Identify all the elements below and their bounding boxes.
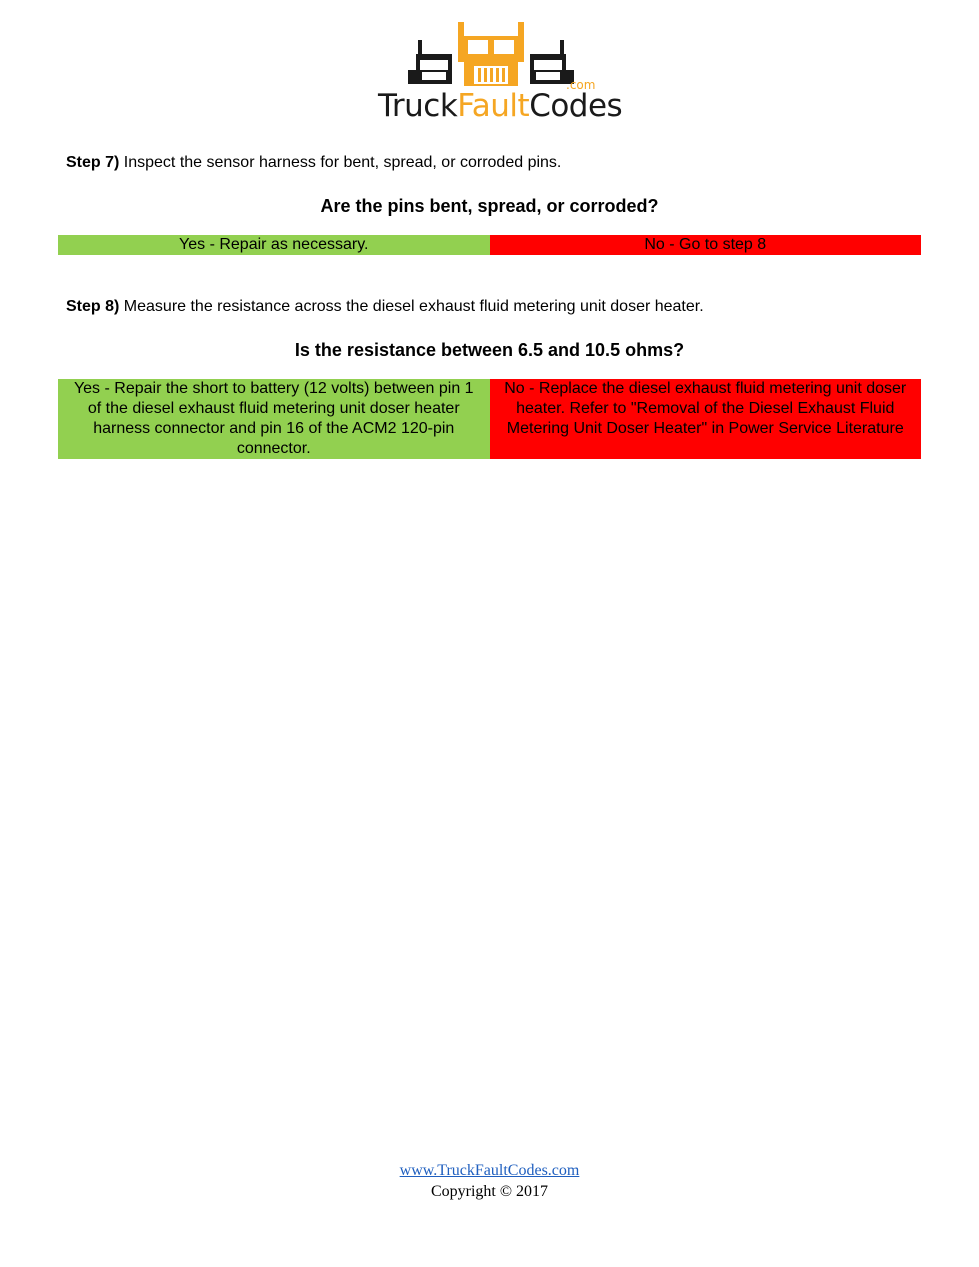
step-8-text: Measure the resistance across the diesel exhaust fluid metering unit doser heater. <box>119 298 704 315</box>
logo-word-truck: Truck <box>378 88 458 124</box>
step-8-answers <box>58 379 921 459</box>
step-7-answers <box>58 235 921 255</box>
logo-word-fault: Fault <box>457 88 530 124</box>
logo-com-suffix: .com <box>566 78 596 92</box>
logo-word-codes: Codes <box>529 88 623 124</box>
step-7-question: Are the pins bent, spread, or corroded? <box>320 196 659 216</box>
step-7-text: Inspect the sensor harness for bent, spread, or corroded pins. <box>119 154 562 171</box>
step-7-yes-answer: Yes - Repair as necessary. <box>58 235 490 255</box>
step-7-no-answer: No - Go to step 8 <box>490 235 922 255</box>
step-8-yes-answer: Yes - Repair the short to battery (12 volts) between pin 1 of the diesel exhaust fluid metering unit doser heater harness connector and pin 16 of the ACM2 120-pin connector. <box>58 379 490 459</box>
logo-wordmark <box>378 88 623 124</box>
step-8-question: Is the resistance between 6.5 and 10.5 ohms? <box>294 340 685 360</box>
step-7-instruction <box>66 153 561 173</box>
step-7-label: Step 7) <box>66 154 120 171</box>
footer <box>0 1160 979 1202</box>
footer-copyright: Copyright © 2017 <box>430 1183 549 1200</box>
footer-website-link[interactable]: www.TruckFaultCodes.com <box>399 1162 580 1179</box>
step-8-no-answer: No - Replace the diesel exhaust fluid metering unit doser heater. Refer to "Removal of the Diesel Exhaust Fluid Metering Unit Doser Heater" in Power Service Literature <box>490 379 922 459</box>
truckfaultcodes-logo <box>378 20 623 130</box>
step-8-label: Step 8) <box>66 298 120 315</box>
step-8-instruction <box>66 297 704 317</box>
